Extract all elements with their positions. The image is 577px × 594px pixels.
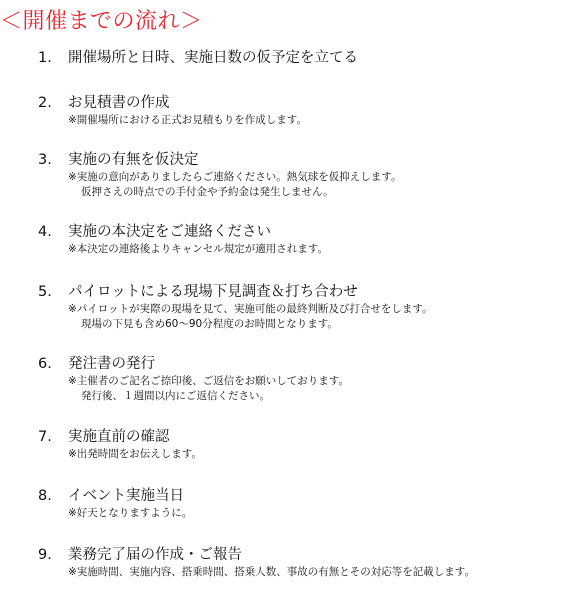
step-title: 業務完了届の作成・ご報告 <box>68 547 242 563</box>
step-number: 6. <box>38 356 52 372</box>
step-title: 開催場所と日時、実施日数の仮予定を立てる <box>68 50 358 66</box>
step-note <box>68 242 328 257</box>
note-line: 発行後、１週間以内にご返信ください。 <box>81 389 270 402</box>
step-title: 実施直前の確認 <box>68 429 170 445</box>
step-number: 4. <box>38 224 52 240</box>
note-line: ※好天となりますように。 <box>68 507 193 519</box>
note-line: ※主催者のご記名ご捺印後、ご返信をお願いしております。 <box>68 375 349 387</box>
step-title: パイロットによる現場下見調査＆打ち合わせ <box>68 284 358 300</box>
step-number: 9. <box>38 547 52 563</box>
step-title: イベント実施当日 <box>68 488 184 504</box>
step-note <box>68 506 192 521</box>
step-note <box>68 447 202 462</box>
step-note <box>68 170 401 199</box>
note-line: ※開催場所における正式お見積もりを作成します。 <box>68 114 307 126</box>
step-title: お見積書の作成 <box>68 95 170 111</box>
note-line: ※実施の意向がありましたらご連絡ください。熱気球を仮抑えします。 <box>68 171 402 183</box>
step-number: 3. <box>38 152 52 168</box>
note-line: ※実施時間、実施内容、搭乗時間、搭乗人数、事故の有無とその対応等を記載します。 <box>68 566 475 578</box>
note-line: ※本決定の連絡後よりキャンセル規定が適用されます。 <box>68 243 328 255</box>
note-line: ※出発時間をお伝えします。 <box>68 448 202 460</box>
step-number: 8. <box>38 488 52 504</box>
step-number: 7. <box>38 429 52 445</box>
note-line: ※パイロットが実際の現場を見て、実施可能の最終判断及び打合せをします。 <box>68 303 433 315</box>
step-number: 5. <box>38 284 52 300</box>
step-title: 実施の本決定をご連絡ください <box>68 224 271 240</box>
step-title: 発注書の発行 <box>68 356 155 372</box>
step-number: 1. <box>38 50 52 66</box>
step-note <box>68 113 307 128</box>
note-line: 現場の下見も含め60～90分程度のお時間となります。 <box>81 317 338 330</box>
step-number: 2. <box>38 95 52 111</box>
step-note <box>68 565 475 580</box>
step-note <box>68 302 433 331</box>
page-title: ＜開催までの流れ＞ <box>0 9 203 34</box>
note-line: 仮押さえの時点での手付金や予約金は発生しません。 <box>81 185 334 198</box>
step-title: 実施の有無を仮決定 <box>68 152 199 168</box>
step-note <box>68 374 349 403</box>
